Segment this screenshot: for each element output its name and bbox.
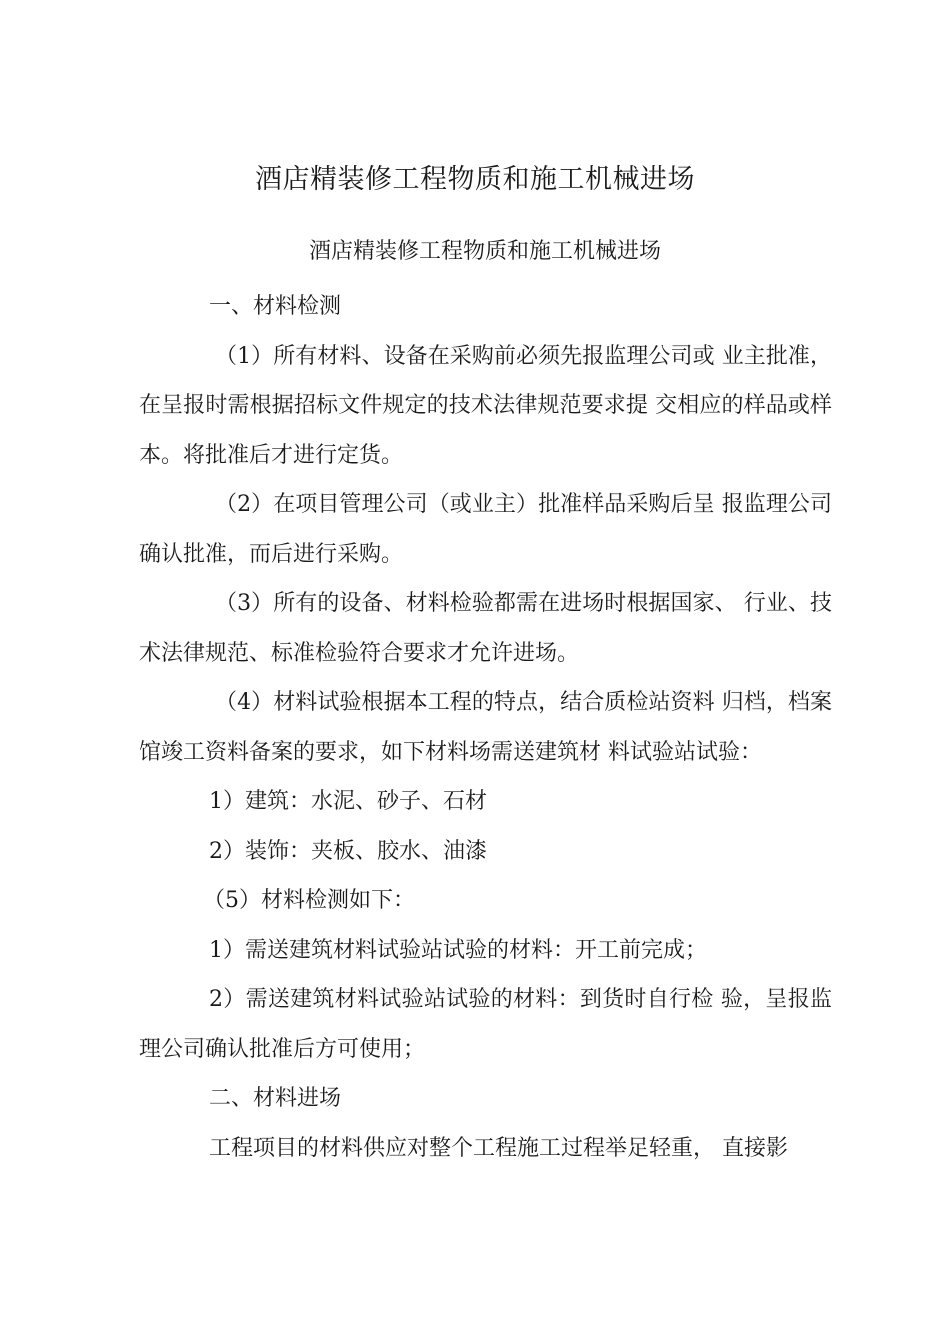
document-body	[139, 282, 832, 1173]
paragraph-item-3: （3）所有的设备、材料检验都需在进场时根据国家、 行业、技术法律规范、标准检验符合要求才允许进场。	[139, 591, 832, 666]
list-item-test-before-start: 1）需送建筑材料试验站试验的材料：开工前完成；	[209, 937, 707, 963]
document-title: 酒店精装修工程物质和施工机械进场	[255, 164, 695, 195]
paragraph-item-5: （5）材料检测如下：	[203, 888, 415, 913]
paragraph-item-4: （4）材料试验根据本工程的特点，结合质检站资料 归档，档案馆竣工资料备案的要求，如下材料场需送建筑材 料试验站试验：	[139, 690, 832, 765]
section-heading-material-entry: 二、材料进场	[209, 1086, 342, 1111]
document-subtitle: 酒店精装修工程物质和施工机械进场	[308, 239, 661, 264]
list-item-test-on-arrival: 2）需送建筑材料试验站试验的材料：到货时自行检 验，呈报监理公司确认批准后方可使用；	[139, 987, 832, 1062]
list-item-construction: 1）建筑：水泥、砂子、石材	[209, 789, 487, 814]
list-item-decoration: 2）装饰：夹板、胶水、油漆	[209, 838, 487, 864]
paragraph-item-2: （2）在项目管理公司（或业主）批准样品采购后呈 报监理公司确认批准，而后进行采购。	[139, 492, 832, 567]
paragraph-material-supply: 工程项目的材料供应对整个工程施工过程举足轻重， 直接影	[209, 1135, 788, 1161]
section-heading-material-testing: 一、材料检测	[209, 294, 342, 319]
paragraph-item-1: （1）所有材料、设备在采购前必须先报监理公司或 业主批准，在呈报时需根据招标文件规定的技术法律规范要求提 交相应的样品或样本。将批准后才进行定货。	[139, 343, 832, 468]
